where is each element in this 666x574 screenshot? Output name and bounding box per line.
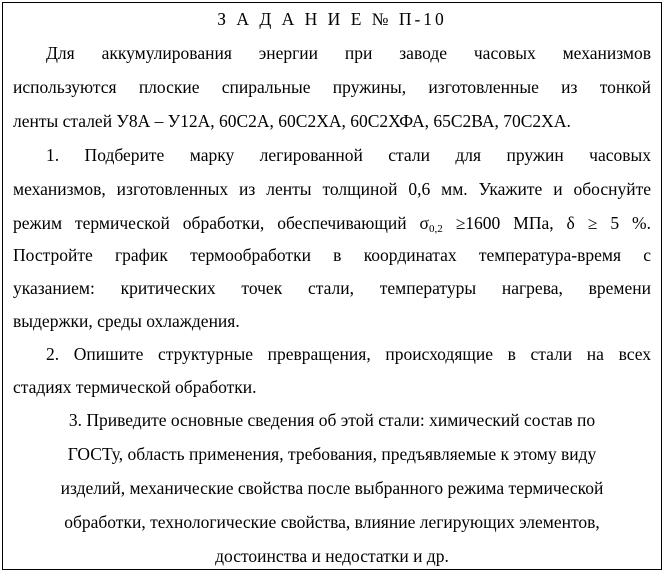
assignment-title: З А Д А Н И Е № П-10 [217, 9, 447, 29]
item1-line: выдержки, среды охлаждения. [13, 311, 240, 331]
item1-line: 1. Подберите марку легированной стали для пружин часовых [46, 145, 651, 165]
intro-line: ленты сталей У8А – У12А, 60С2А, 60С2ХА, 60С2ХФА, 65С2ВА, 70С2ХА. [13, 111, 571, 131]
item2-line: 2. Опишите структурные превращения, происходящие в стали на всех [46, 344, 651, 364]
item3-line: изделий, механические свойства после выбранного режима термической [60, 478, 604, 498]
item1-line: указанием: критических точек стали, температуры нагрева, времени [13, 278, 651, 298]
item1-line: механизмов, изготовленных из ленты толщиной 0,6 мм. Укажите и обоснуйте [13, 179, 651, 199]
item2-line: стадиях термической обработки. [13, 377, 257, 397]
item1-line-formula [13, 211, 651, 235]
item3-line: обработки, технологические свойства, влияние легирующих элементов, [64, 512, 600, 532]
item1-text-suffix: ≥1600 МПа, δ ≥ 5 %. [442, 213, 651, 233]
assignment-frame [2, 2, 662, 570]
item3-line: 3. Приведите основные сведения об этой стали: химический состав по [68, 410, 596, 430]
item1-text-prefix: режим термической обработки, обеспечивающий σ [13, 213, 429, 233]
item3-line: достоинства и недостатки и др. [215, 546, 449, 566]
intro-line: Для аккумулирования энергии при заводе часовых механизмов [46, 43, 651, 63]
item3-line: ГОСТу, область применения, требования, предъявляемые к этому виду [67, 444, 597, 464]
intro-line: используются плоские спиральные пружины, изготовленные из тонкой [13, 77, 651, 97]
item1-line: Постройте график термообработки в координатах температура-время с [13, 245, 651, 265]
sigma-subscript: 0,2 [428, 223, 443, 235]
